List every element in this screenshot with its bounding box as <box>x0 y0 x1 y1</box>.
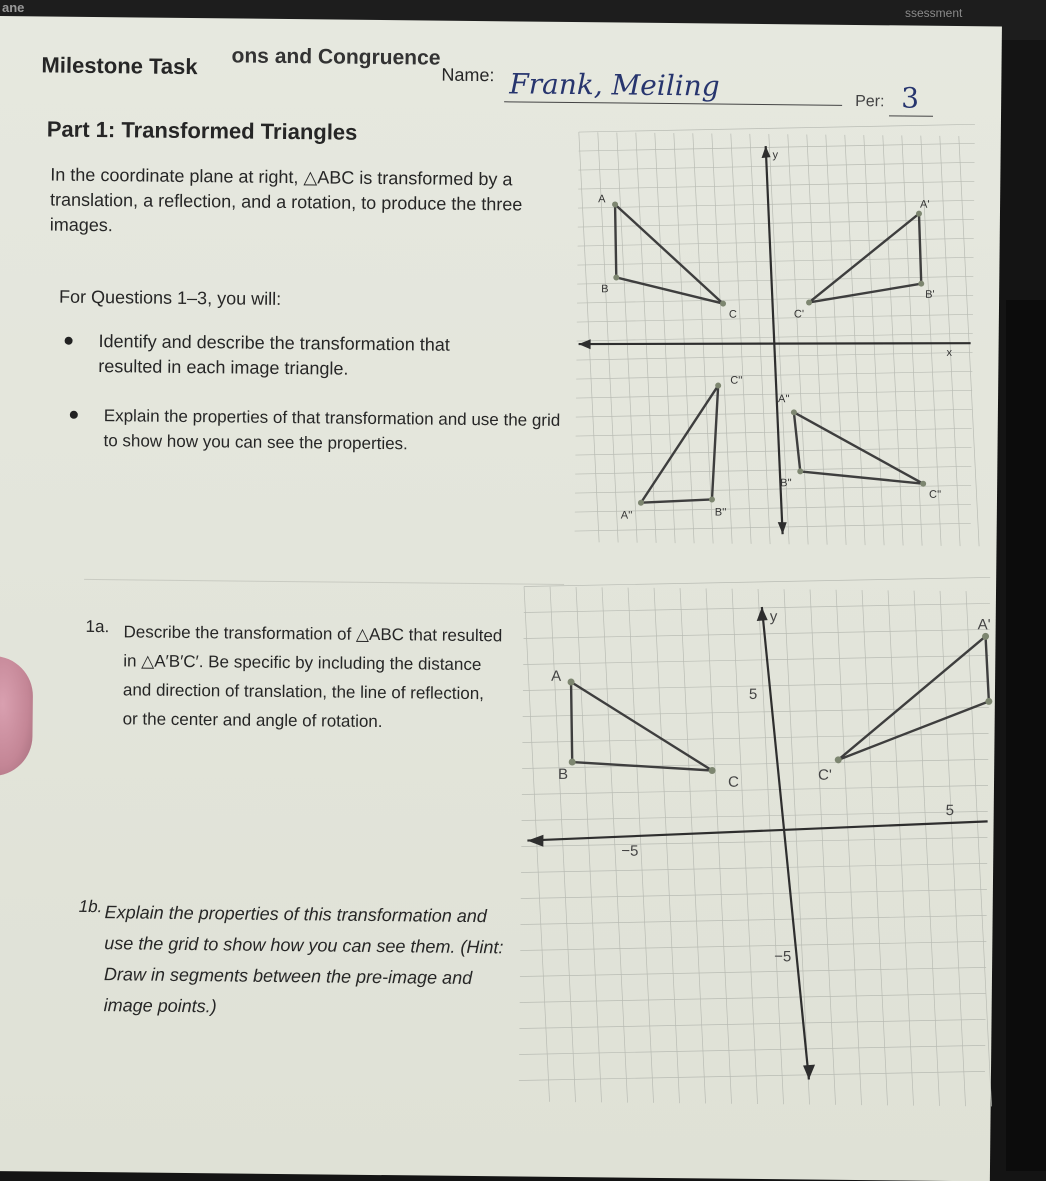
grid-line <box>519 1067 985 1086</box>
point-b2 <box>709 496 715 502</box>
grid-line <box>522 729 988 748</box>
triangle-a2b2c2 <box>641 385 718 504</box>
task-title: Milestone Task <box>41 52 198 80</box>
grid-line <box>935 591 971 1106</box>
grid-line <box>578 234 974 250</box>
grid-line <box>936 136 965 546</box>
period-value: 3 <box>901 81 920 115</box>
label-a: A <box>598 193 606 206</box>
grid-line <box>522 807 988 826</box>
question-1a-text: Describe the transformation of △ABC that resulted in △A′B′C′. Be specific by including the distance and direction of translation, the line of reflection, or the center and angle of rotation. <box>122 622 503 732</box>
grid-line <box>520 937 986 956</box>
part1-title: Part 1: Transformed Triangles <box>46 116 358 145</box>
grid-line <box>520 963 986 982</box>
point-b <box>569 758 576 765</box>
label-a3: A'' <box>777 393 790 406</box>
question-1b-text: Explain the properties of this transformation and use the grid to show how you can see them. (Hint: Draw in segments between the pre-image and image points.) <box>103 902 504 1017</box>
bullet-dot <box>70 411 78 419</box>
grid-line <box>521 911 987 930</box>
grid-line <box>524 599 990 618</box>
coordinate-plane-2 <box>519 587 994 1112</box>
background-right <box>1006 300 1046 1171</box>
grid-line <box>831 590 867 1105</box>
tick-label-x-pos: 5 <box>945 801 955 820</box>
question-1b-number: 1b. <box>78 896 103 917</box>
thumb <box>0 656 33 777</box>
grid-line <box>955 136 984 546</box>
label-c: C <box>727 773 739 791</box>
label-c: C <box>728 308 737 321</box>
y-axis-arrow-down <box>778 522 787 534</box>
grid-line <box>879 135 908 545</box>
grid-line <box>753 589 792 1104</box>
x-axis-arrow-left <box>527 835 543 847</box>
label-c1: C' <box>818 766 832 784</box>
grid-line <box>523 651 989 670</box>
corner-text-1: ane <box>2 0 25 15</box>
grid-line <box>522 781 988 800</box>
grid-line <box>805 590 841 1105</box>
part1-intro: In the coordinate plane at right, △ABC is transformed by a translation, a reflection, and a rotation, to produce the three images. <box>49 164 523 236</box>
grid-line <box>575 443 971 459</box>
grid-line <box>575 500 971 516</box>
triangle-a1b1c1 <box>838 635 989 762</box>
tick-label-x-neg: −5 <box>621 842 639 860</box>
triangle-a1b1c1 <box>809 212 922 303</box>
y-axis-arrow-down <box>803 1064 815 1079</box>
grid-line <box>576 405 972 421</box>
label-b: B <box>557 765 569 783</box>
bullet-dot <box>65 337 73 345</box>
grid-line <box>521 859 987 878</box>
grid-line <box>961 591 997 1106</box>
y-axis-arrow-up <box>757 607 768 621</box>
grid-line <box>727 589 763 1104</box>
label-a1: A' <box>920 198 930 211</box>
bullet-item-1: Identify and describe the transformation that resulted in each image triangle. <box>98 331 450 379</box>
grid-line <box>883 590 919 1105</box>
name-label: Name: <box>441 64 495 86</box>
point-b1 <box>985 698 992 705</box>
x-axis <box>527 817 987 846</box>
grid-line <box>577 310 973 326</box>
triangle-abc <box>570 682 713 770</box>
grid-line <box>857 590 893 1105</box>
period-line <box>889 115 933 116</box>
triangle-abc <box>614 204 724 303</box>
label-a2: A'' <box>620 509 633 522</box>
label-c3: C'' <box>928 488 942 501</box>
grid-line <box>575 462 971 478</box>
grid-line <box>575 519 971 535</box>
label-c1: C' <box>793 308 805 321</box>
label-b: B <box>601 283 609 296</box>
bullet-item-2: Explain the properties of that transformation and use the grid to show how you can see the properties. <box>103 406 561 454</box>
grid-line <box>519 1041 985 1060</box>
grid-line <box>578 177 974 193</box>
grid-line <box>822 135 851 545</box>
grid-line <box>579 120 975 136</box>
grid-line <box>675 588 711 1103</box>
label-a1: A' <box>977 616 991 634</box>
point-b <box>613 274 619 280</box>
tick-label-y-pos: 5 <box>748 685 758 703</box>
grid-line <box>521 833 987 852</box>
coordinate-plane-1 <box>574 132 978 556</box>
grid-line <box>576 386 972 402</box>
grid-line <box>779 589 815 1104</box>
worksheet-page <box>0 16 1002 1181</box>
label-c2: C'' <box>730 374 743 387</box>
y-axis-label: y <box>772 149 779 162</box>
y-axis-label: y <box>769 608 778 626</box>
triangle-a3b3c3 <box>793 412 924 483</box>
grid-line <box>524 625 990 644</box>
section-divider <box>84 579 564 585</box>
tick-label-y-neg: −5 <box>774 948 792 966</box>
grid-line <box>576 367 972 383</box>
grid-line <box>701 588 737 1103</box>
point-b1 <box>918 281 924 287</box>
label-b1: B' <box>925 288 935 301</box>
grid-line <box>727 134 756 544</box>
grid-line <box>746 134 775 544</box>
grid-line <box>860 135 889 545</box>
corner-text-3: ssessment <box>905 6 963 20</box>
label-b3: B'' <box>780 477 792 490</box>
y-axis <box>757 607 814 1080</box>
grid-line <box>803 134 832 544</box>
x-axis-label: x <box>946 346 953 359</box>
grid-line <box>578 196 974 212</box>
grid-line <box>613 132 642 542</box>
grid-line <box>524 573 990 592</box>
question-1a-number: 1a. <box>85 616 110 637</box>
grid-line <box>841 135 870 545</box>
grid-line <box>670 133 699 543</box>
for-questions-label: For Questions 1–3, you will: <box>58 286 282 309</box>
grid-line <box>523 703 989 722</box>
name-value: Frank, Meiling <box>509 67 720 103</box>
grid-line <box>577 288 973 307</box>
period-label: Per: <box>855 92 885 111</box>
grid-line <box>576 424 972 440</box>
course-title: ons and Congruence <box>231 44 441 70</box>
grid-line <box>909 591 945 1106</box>
label-b2: B'' <box>714 506 727 519</box>
label-a: A <box>551 667 562 685</box>
grid-line <box>519 1015 985 1034</box>
